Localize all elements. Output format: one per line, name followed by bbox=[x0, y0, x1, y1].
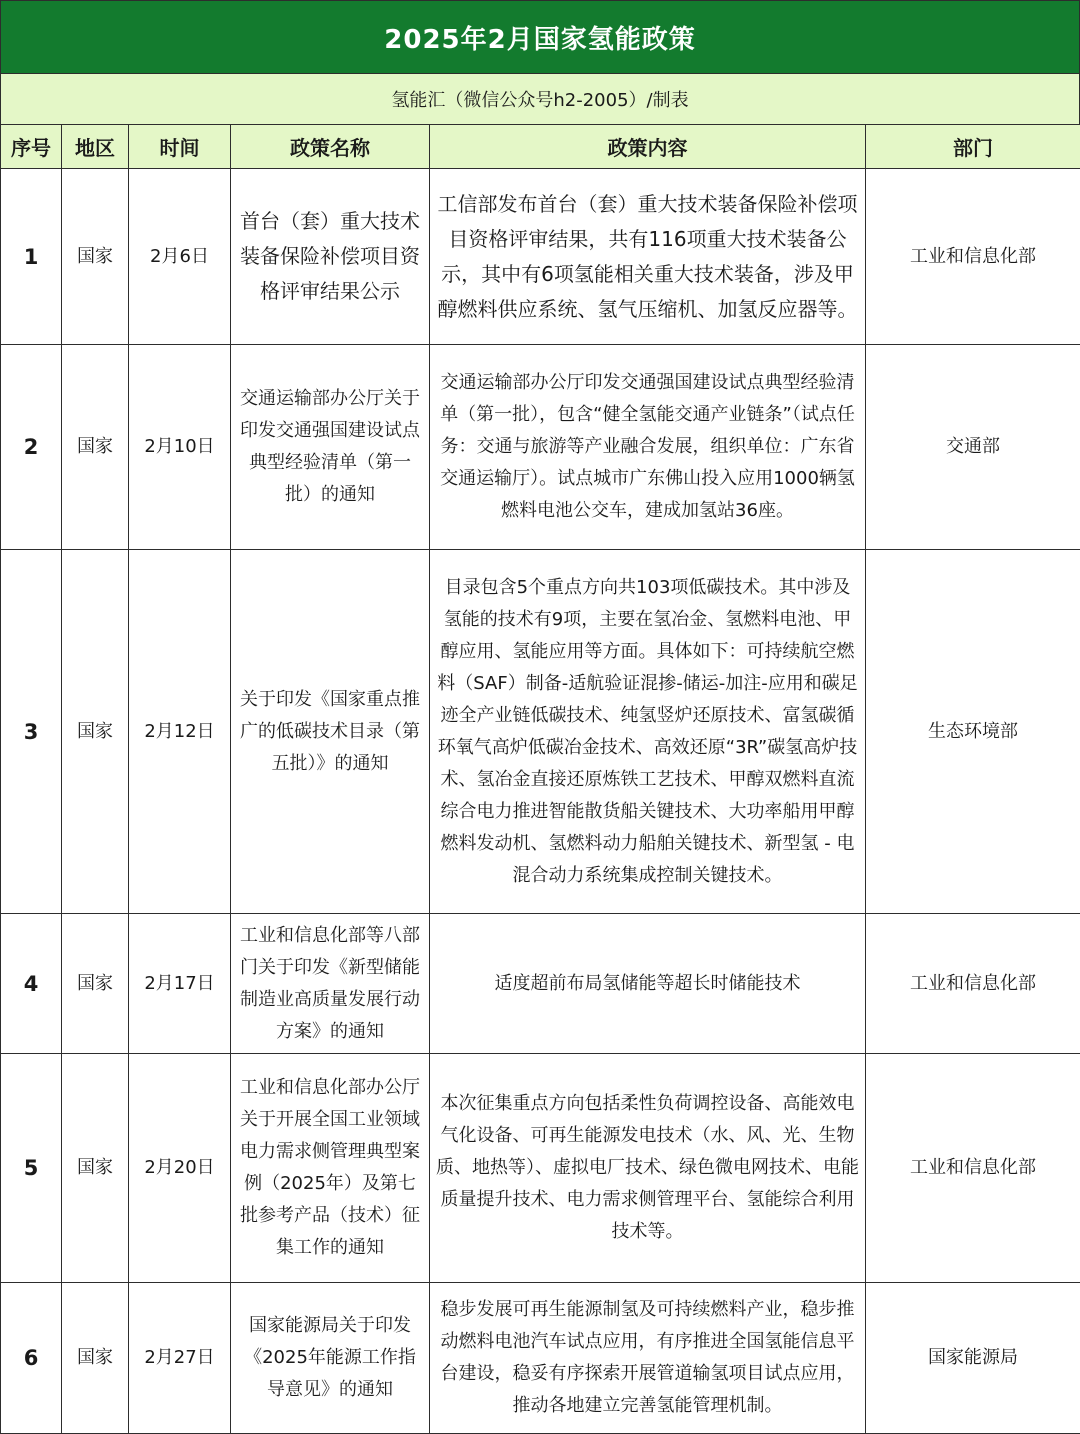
row-policy-name: 交通运输部办公厅关于印发交通强国建设试点典型经验清单（第一批）的通知 bbox=[231, 345, 430, 550]
row-region: 国家 bbox=[62, 914, 129, 1054]
row-department: 国家能源局 bbox=[866, 1283, 1080, 1434]
row-policy-content: 工信部发布首台（套）重大技术装备保险补偿项目资格评审结果，共有116项重大技术装备公示，其中有6项氢能相关重大技术装备，涉及甲醇燃料供应系统、氢气压缩机、加氢反应器等。 bbox=[430, 169, 866, 345]
row-policy-content: 稳步发展可再生能源制氢及可持续燃料产业，稳步推动燃料电池汽车试点应用，有序推进全国氢能信息平台建设，稳妥有序探索开展管道输氢项目试点应用，推动各地建立完善氢能管理机制。 bbox=[430, 1283, 866, 1434]
row-policy-name: 关于印发《国家重点推广的低碳技术目录（第五批）》的通知 bbox=[231, 550, 430, 914]
source-note: 氢能汇（微信公众号h2-2005）/制表 bbox=[0, 74, 1080, 124]
row-department: 工业和信息化部 bbox=[866, 1054, 1080, 1283]
row-policy-name: 工业和信息化部办公厅关于开展全国工业领域电力需求侧管理典型案例（2025年）及第七批参考产品（技术）征集工作的通知 bbox=[231, 1054, 430, 1283]
table-row bbox=[1, 345, 1080, 550]
header-policy-name: 政策名称 bbox=[231, 125, 430, 169]
header-policy-content: 政策内容 bbox=[430, 125, 866, 169]
row-date: 2月27日 bbox=[129, 1283, 231, 1434]
table-row bbox=[1, 1054, 1080, 1283]
row-number: 6 bbox=[1, 1283, 62, 1434]
row-policy-name: 工业和信息化部等八部门关于印发《新型储能制造业高质量发展行动方案》的通知 bbox=[231, 914, 430, 1054]
row-date: 2月20日 bbox=[129, 1054, 231, 1283]
row-region: 国家 bbox=[62, 1283, 129, 1434]
row-department: 交通部 bbox=[866, 345, 1080, 550]
row-policy-content: 交通运输部办公厅印发交通强国建设试点典型经验清单（第一批），包含“健全氢能交通产业链条”（试点任务：交通与旅游等产业融合发展，组织单位：广东省交通运输厅）。试点城市广东佛山投入应用1000辆氢燃料电池公交车，建成加氢站36座。 bbox=[430, 345, 866, 550]
row-policy-content: 适度超前布局氢储能等超长时储能技术 bbox=[430, 914, 866, 1054]
row-date: 2月6日 bbox=[129, 169, 231, 345]
row-date: 2月17日 bbox=[129, 914, 231, 1054]
row-policy-name: 国家能源局关于印发《2025年能源工作指导意见》的通知 bbox=[231, 1283, 430, 1434]
row-region: 国家 bbox=[62, 345, 129, 550]
header-date: 时间 bbox=[129, 125, 231, 169]
row-number: 1 bbox=[1, 169, 62, 345]
row-policy-name: 首台（套）重大技术装备保险补偿项目资格评审结果公示 bbox=[231, 169, 430, 345]
row-department: 生态环境部 bbox=[866, 550, 1080, 914]
row-department: 工业和信息化部 bbox=[866, 914, 1080, 1054]
row-date: 2月12日 bbox=[129, 550, 231, 914]
header-region: 地区 bbox=[62, 125, 129, 169]
policy-table bbox=[0, 124, 1080, 1434]
table-row bbox=[1, 550, 1080, 914]
row-number: 3 bbox=[1, 550, 62, 914]
row-department: 工业和信息化部 bbox=[866, 169, 1080, 345]
table-row bbox=[1, 1283, 1080, 1434]
row-policy-content: 目录包含5个重点方向共103项低碳技术。其中涉及氢能的技术有9项，主要在氢冶金、氢燃料电池、甲醇应用、氢能应用等方面。具体如下：可持续航空燃料（SAF）制备-适航验证混掺-储运-加注-应用和碳足迹全产业链低碳技术、纯氢竖炉还原技术、富氢碳循环氧气高炉低碳冶金技术、高效还原“3R”碳氢高炉技术、氢冶金直接还原炼铁工艺技术、甲醇双燃料直流综合电力推进智能散货船关键技术、大功率船用甲醇燃料发动机、氢燃料动力船舶关键技术、新型氢 - 电混合动力系统集成控制关键技术。 bbox=[430, 550, 866, 914]
row-policy-content: 本次征集重点方向包括柔性负荷调控设备、高能效电气化设备、可再生能源发电技术（水、风、光、生物质、地热等）、虚拟电厂技术、绿色微电网技术、电能质量提升技术、电力需求侧管理平台、氢能综合利用技术等。 bbox=[430, 1054, 866, 1283]
row-region: 国家 bbox=[62, 550, 129, 914]
page-title: 2025年2月国家氢能政策 bbox=[0, 0, 1080, 74]
header-department: 部门 bbox=[866, 125, 1080, 169]
row-region: 国家 bbox=[62, 1054, 129, 1283]
table-row bbox=[1, 914, 1080, 1054]
row-number: 4 bbox=[1, 914, 62, 1054]
row-date: 2月10日 bbox=[129, 345, 231, 550]
table-row bbox=[1, 169, 1080, 345]
header-no: 序号 bbox=[1, 125, 62, 169]
row-region: 国家 bbox=[62, 169, 129, 345]
row-number: 2 bbox=[1, 345, 62, 550]
table-header-row bbox=[1, 125, 1080, 169]
row-number: 5 bbox=[1, 1054, 62, 1283]
